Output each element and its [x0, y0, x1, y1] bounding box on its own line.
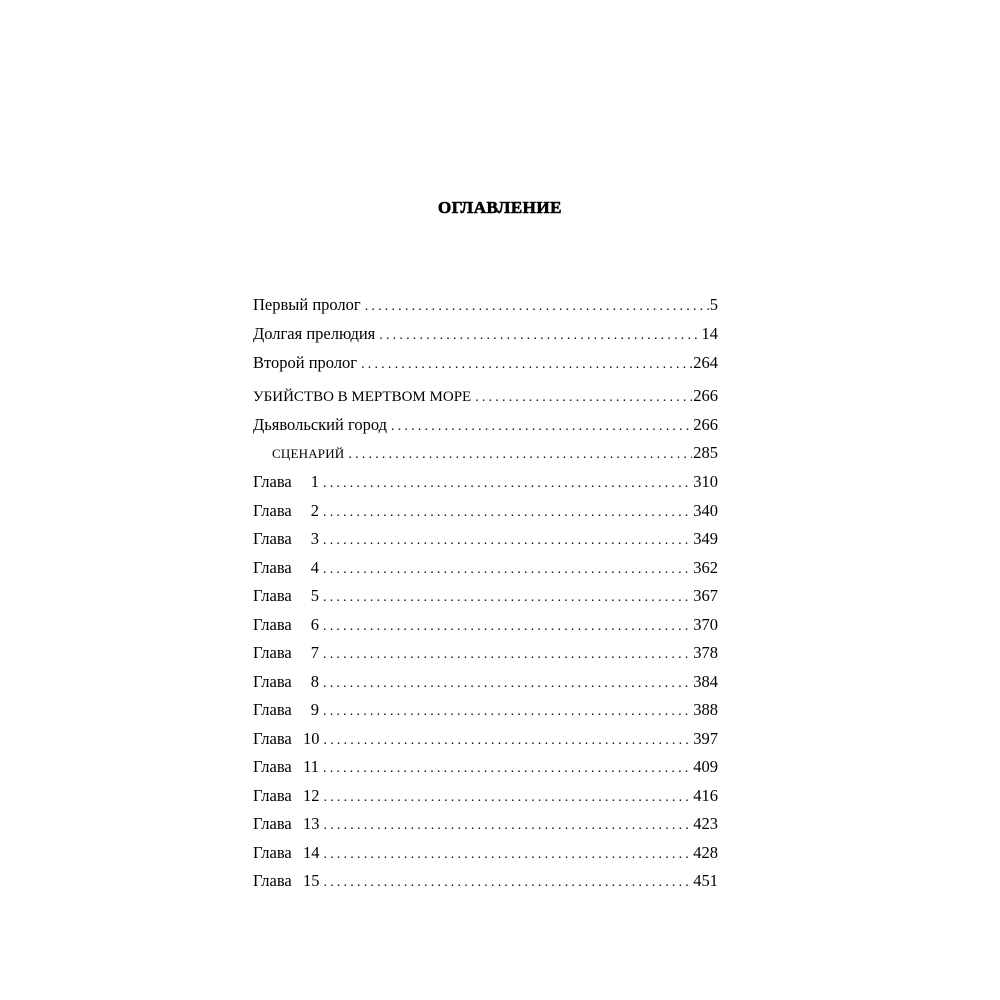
- toc-chapter-label: [253, 556, 323, 580]
- toc-entry-page: 266: [693, 415, 718, 434]
- toc-entry-page: 378: [693, 643, 718, 662]
- chapter-word: Глава: [253, 729, 292, 748]
- chapter-word: Глава: [253, 586, 292, 605]
- chapter-number: 12: [303, 786, 320, 805]
- dot-leader: [324, 729, 693, 751]
- toc-entry-page: 367: [693, 586, 718, 605]
- toc-chapter-12: [253, 784, 718, 808]
- toc-entry-scenario: [253, 441, 718, 465]
- toc-chapter-label: [253, 841, 324, 865]
- toc-entry-label: УБИЙСТВО В МЕРТВОМ МОРЕ: [253, 389, 472, 405]
- toc-entry-page: 384: [693, 672, 718, 691]
- toc-entry-dead-sea-murder: [253, 384, 718, 408]
- toc-chapter-5: [253, 584, 718, 608]
- toc-chapter-14: [253, 841, 718, 865]
- chapter-word: Глава: [253, 672, 292, 691]
- toc-entry-page: 340: [693, 501, 718, 520]
- dot-leader: [391, 415, 692, 437]
- dot-leader: [324, 814, 693, 836]
- chapter-word: Глава: [253, 558, 292, 577]
- dot-leader: [324, 843, 693, 865]
- chapter-word: Глава: [253, 615, 292, 634]
- chapter-number: 11: [303, 757, 319, 776]
- toc-chapter-label: [253, 613, 323, 637]
- chapter-number: 14: [303, 843, 320, 862]
- toc-chapter-label: [253, 670, 323, 694]
- toc-entry-page: 423: [693, 814, 718, 833]
- toc-entry-page: 264: [693, 353, 718, 372]
- toc-entry-page: 409: [693, 757, 718, 776]
- chapter-number: 6: [310, 615, 319, 634]
- chapter-number: 1: [310, 472, 319, 491]
- dot-leader: [323, 672, 692, 694]
- dot-leader: [323, 472, 692, 494]
- toc-chapter-6: [253, 613, 718, 637]
- chapter-word: Глава: [253, 843, 292, 862]
- dot-leader: [324, 871, 693, 893]
- dot-leader: [323, 615, 692, 637]
- toc-entry-page: 310: [693, 472, 718, 491]
- dot-leader: [348, 443, 692, 465]
- dot-leader: [475, 386, 692, 408]
- toc-entry-label: Дьявольский город: [253, 415, 387, 434]
- toc-entry-page: 451: [693, 871, 718, 890]
- dot-leader: [365, 295, 709, 317]
- toc-chapter-11: [253, 755, 718, 779]
- toc-entry-page: 285: [693, 443, 718, 462]
- toc-entry-page: 416: [693, 786, 718, 805]
- toc-chapter-label: [253, 584, 323, 608]
- toc-entry-label: Долгая прелюдия: [253, 324, 376, 343]
- chapter-number: 5: [310, 586, 319, 605]
- chapter-number: 13: [303, 814, 320, 833]
- toc-entry-page: 349: [693, 529, 718, 548]
- dot-leader: [323, 558, 692, 580]
- toc-entry-page: 266: [693, 386, 718, 405]
- toc-entry-devils-city: [253, 413, 718, 437]
- chapter-word: Глава: [253, 501, 292, 520]
- toc-entry-page: 5: [709, 295, 718, 314]
- chapter-number: 4: [310, 558, 319, 577]
- chapter-number: 8: [310, 672, 319, 691]
- chapter-word: Глава: [253, 871, 292, 890]
- chapter-word: Глава: [253, 643, 292, 662]
- toc-chapter-15: [253, 869, 718, 893]
- toc-chapter-13: [253, 812, 718, 836]
- toc-chapter-label: [253, 641, 323, 665]
- dot-leader: [323, 529, 692, 551]
- toc-title: ОГЛАВЛЕНИЕ: [438, 198, 562, 217]
- chapter-number: 9: [310, 700, 319, 719]
- toc-entry-label: СЦЕНАРИЙ: [272, 446, 345, 461]
- toc-entry-page: 397: [693, 729, 718, 748]
- toc-chapter-7: [253, 641, 718, 665]
- chapter-word: Глава: [253, 757, 292, 776]
- dot-leader: [323, 586, 692, 608]
- dot-leader: [324, 786, 693, 808]
- toc-chapter-label: [253, 698, 323, 722]
- toc-chapter-label: [253, 727, 324, 751]
- toc-entry-label: Первый пролог: [253, 295, 361, 314]
- dot-leader: [323, 643, 692, 665]
- chapter-number: 2: [310, 501, 319, 520]
- dot-leader: [323, 757, 692, 779]
- chapter-number: 7: [310, 643, 319, 662]
- chapter-word: Глава: [253, 472, 292, 491]
- dot-leader: [379, 324, 700, 346]
- chapter-word: Глава: [253, 529, 292, 548]
- dot-leader: [323, 700, 692, 722]
- toc-chapter-1: [253, 470, 718, 494]
- toc-entry-page: 388: [693, 700, 718, 719]
- toc-entry-page: 362: [693, 558, 718, 577]
- toc-chapter-label: [253, 499, 323, 523]
- toc-chapter-label: [253, 527, 323, 551]
- toc-chapter-10: [253, 727, 718, 751]
- toc-chapter-3: [253, 527, 718, 551]
- toc-chapter-8: [253, 670, 718, 694]
- chapter-number: 15: [303, 871, 320, 890]
- dot-leader: [323, 501, 692, 523]
- toc-chapter-label: [253, 869, 324, 893]
- toc-chapter-4: [253, 556, 718, 580]
- dot-leader: [361, 353, 692, 375]
- toc-entry-label: Второй пролог: [253, 353, 358, 372]
- toc-chapter-9: [253, 698, 718, 722]
- toc-entry-first-prologue: [253, 293, 718, 317]
- toc-chapter-2: [253, 499, 718, 523]
- toc-chapter-label: [253, 812, 324, 836]
- toc-entry-page: 428: [693, 843, 718, 862]
- chapter-word: Глава: [253, 700, 292, 719]
- toc-chapter-label: [253, 784, 324, 808]
- chapter-word: Глава: [253, 814, 292, 833]
- chapter-number: 10: [303, 729, 320, 748]
- chapter-word: Глава: [253, 786, 292, 805]
- toc-entry-second-prologue: [253, 351, 718, 375]
- toc-entry-page: 14: [701, 324, 718, 343]
- toc-entry-long-prelude: [253, 322, 718, 346]
- toc-chapter-label: [253, 755, 323, 779]
- chapter-number: 3: [310, 529, 319, 548]
- toc-entry-page: 370: [693, 615, 718, 634]
- toc-chapter-label: [253, 470, 323, 494]
